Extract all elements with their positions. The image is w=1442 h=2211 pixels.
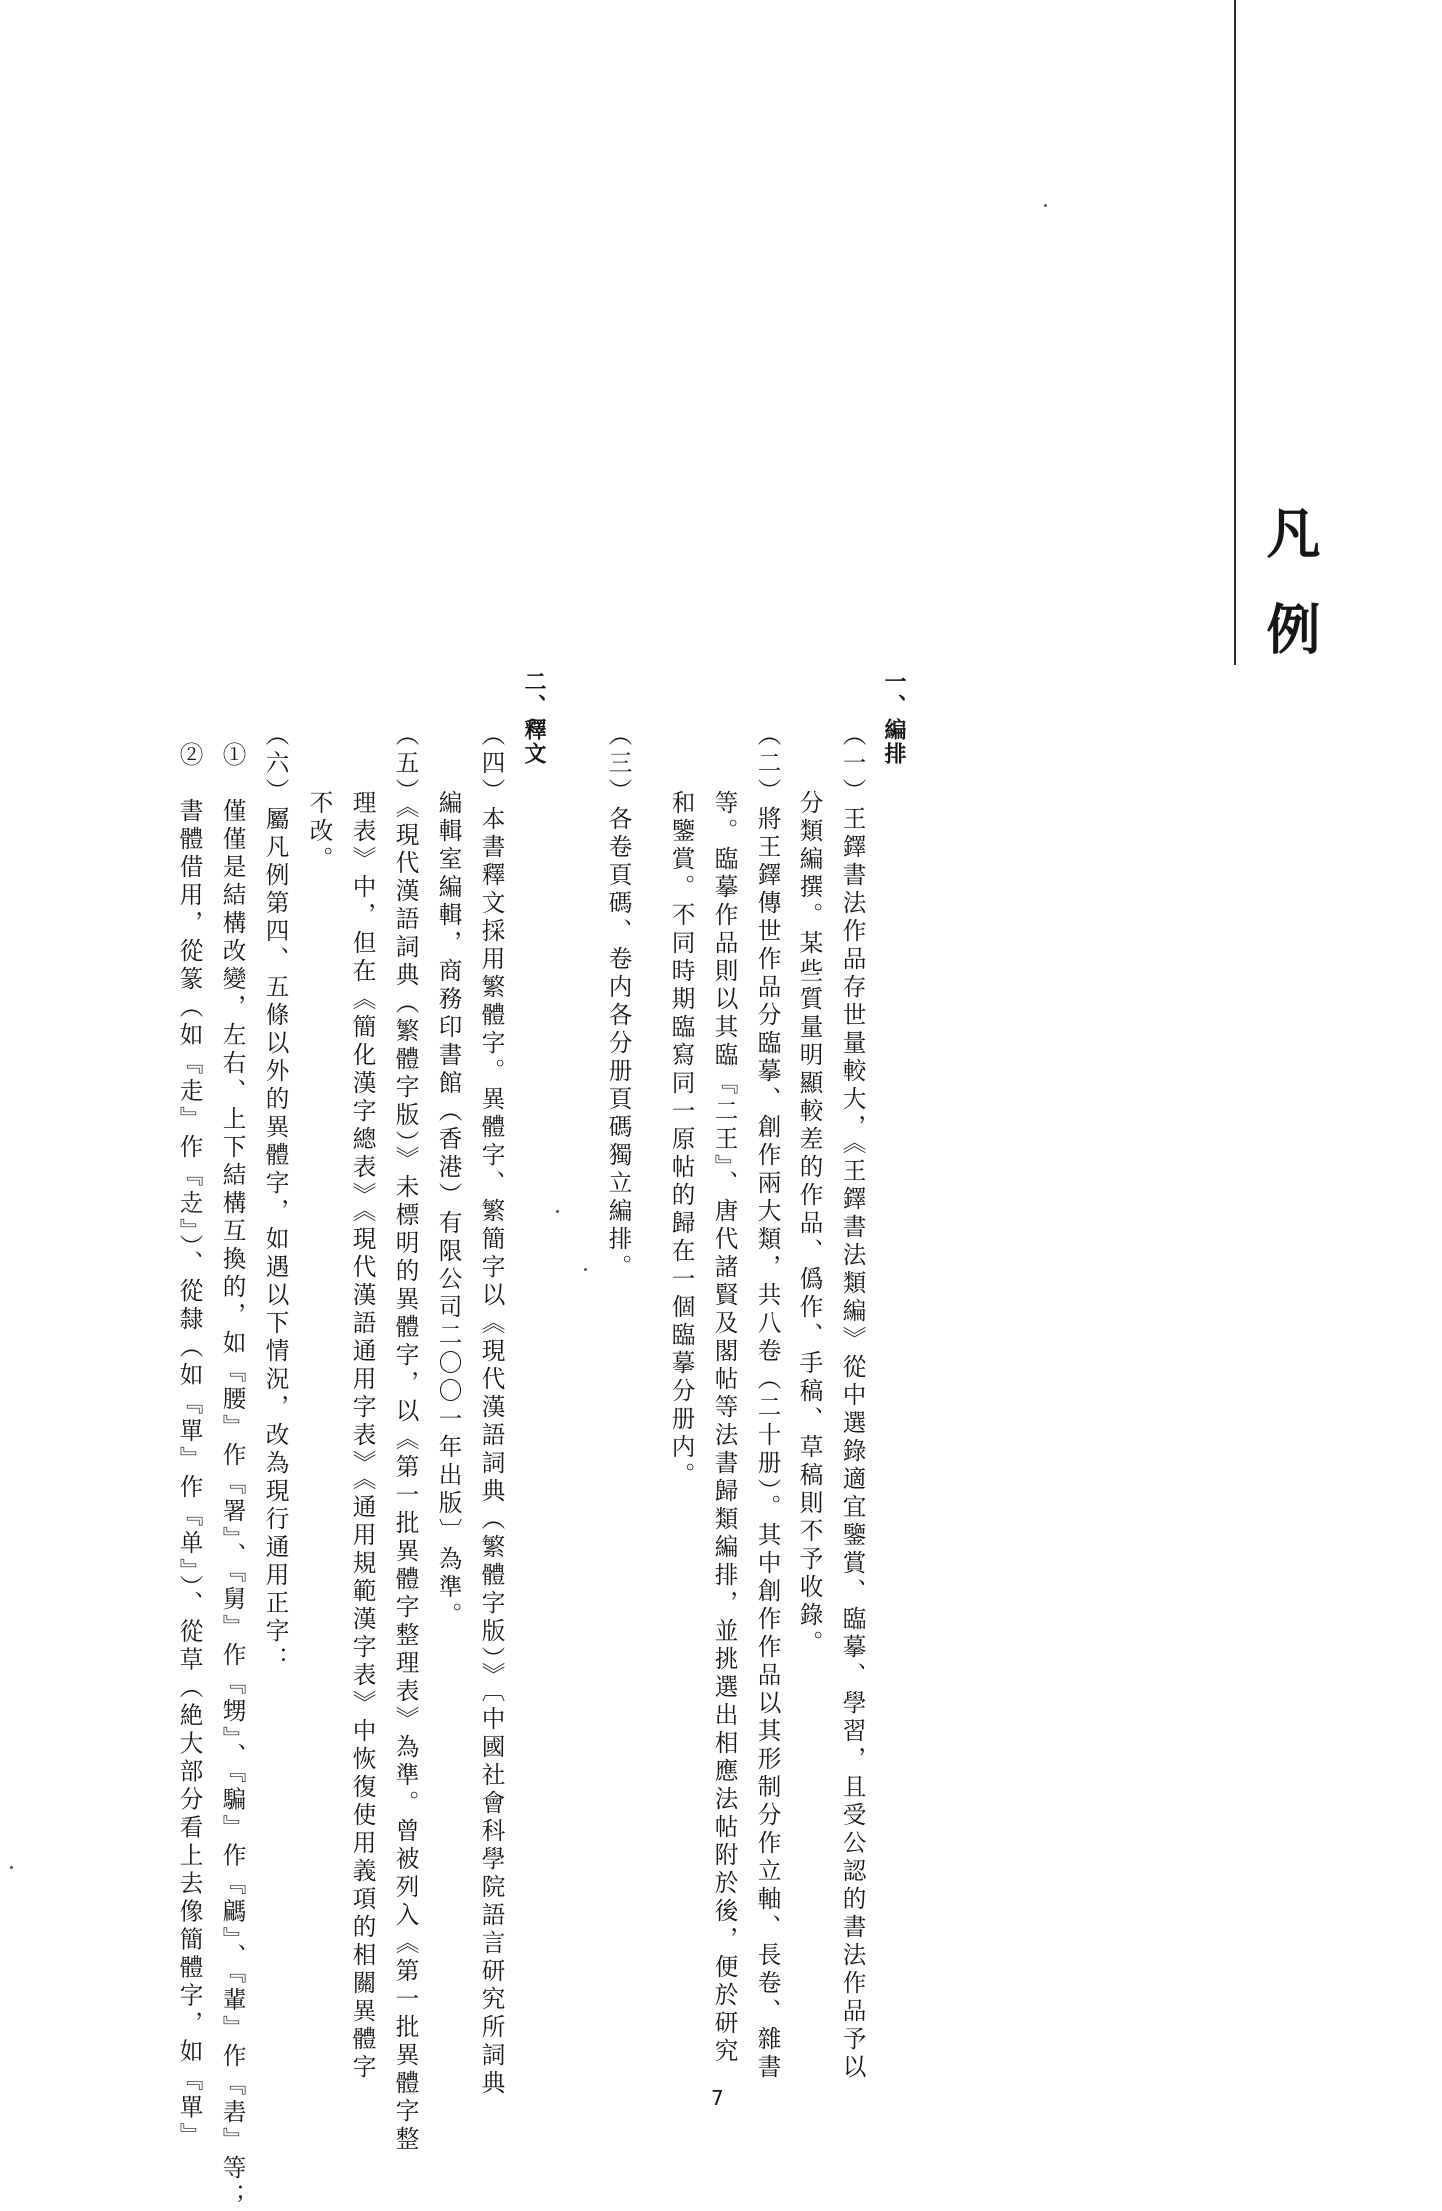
body-line: （四）本書釋文採用繁體字。異體字、繁簡字以《現代漢語詞典（繁體字版）》〔中國社會科學院語言研究所詞典 <box>477 722 506 2099</box>
body-line: 等。臨摹作品則以其臨『二王』、唐代諸賢及閣帖等法書歸類編排，並挑選出相應法帖附於後，便於研究 <box>710 790 739 2067</box>
body-line: （六）屬凡例第四、五條以外的異體字，如遇以下情況，改為現行通用正字： <box>261 722 290 1674</box>
title-divider-rule <box>1234 0 1236 665</box>
body-line: 編輯室編輯，商務印書館（香港）有限公司二〇〇一年出版〕為準。 <box>434 790 463 1630</box>
body-line: （二）將王鐸傳世作品分臨摹、創作兩大類，共八卷（二十册）。其中創作作品以其形制分作立軸、長卷、雜書 <box>753 722 782 2083</box>
scan-speck <box>584 1268 587 1271</box>
page-title: 凡例 <box>1258 505 1321 697</box>
body-line: （五）《現代漢語詞典（繁體字版）》未標明的異體字，以《第一批異體字整理表》為準。曾被列入《第一批異體字整 <box>391 722 420 2155</box>
section-heading-transcription: 二、釋文 <box>521 670 546 766</box>
page-number: 7 <box>711 2086 724 2110</box>
body-line: ② 書體借用，從篆（如『走』作『赱』）、從隸（如『單』作『单』）、從草（絶大部分看上去像簡體字，如『單』 <box>175 742 204 2151</box>
body-line: 分類編撰。某些質量明顯較差的作品、僞作、手稿、草稿則不予收錄。 <box>795 790 824 1658</box>
body-line: ① 僅僅是結構改變，左右、上下結構互換的，如『腰』作『署』、『舅』作『甥』、『騙』作『騗』、『輩』作『砉』等； <box>218 742 247 2211</box>
body-line: 理表》中，但在《簡化漢字總表》《現代漢語通用字表》《通用規範漢字表》中恢復使用義項的相關異體字 <box>348 790 377 2083</box>
body-line: （一）王鐸書法作品存世量較大，《王鐸書法類編》從中選錄適宜鑒賞、臨摹、學習，且受公認的書法作品予以 <box>838 722 867 2083</box>
scan-speck <box>1044 204 1047 207</box>
section-heading-arrangement: 一、編排 <box>881 670 906 766</box>
scan-speck <box>10 1866 13 1869</box>
body-line: （三）各卷頁碼、卷内各分册頁碼獨立編排。 <box>604 722 633 1282</box>
body-line: 不改。 <box>305 790 334 874</box>
scan-speck <box>556 1210 559 1213</box>
body-line: 和鑒賞。不同時期臨寫同一原帖的歸在一個臨摹分册内。 <box>667 790 696 1490</box>
